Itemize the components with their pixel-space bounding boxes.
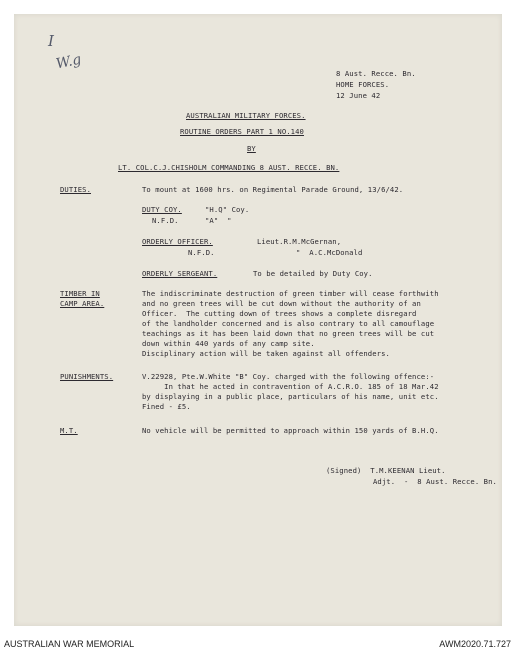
handwritten-annotation-1: I — [48, 32, 54, 50]
location: HOME FORCES. — [336, 80, 390, 89]
orderly-sergeant-value: To be detailed by Duty Coy. — [253, 269, 373, 278]
punishments-line: In that he acted in contravention of A.C.R.O. 185 of 18 Mar.42 — [142, 382, 439, 391]
nfd-value-1: "A" " — [205, 216, 232, 225]
punishments-line: V.22928, Pte.W.White "B" Coy. charged with the following offence:- — [142, 372, 435, 381]
punishments-line: by displaying in a public place, particulars of his name, unit etc. — [142, 392, 439, 401]
nfd-value-2: " A.C.McDonald — [296, 248, 363, 257]
footer-right: AWM2020.71.727 — [439, 639, 511, 649]
timber-line: Disciplinary action will be taken against all offenders. — [142, 349, 390, 358]
heading-line-2: ROUTINE ORDERS PART 1 NO.140 — [180, 127, 304, 136]
orderly-sergeant-label: ORDERLY SERGEANT. — [142, 269, 218, 278]
timber-line: The indiscriminate destruction of green timber will cease forthwith — [142, 289, 439, 298]
heading-line-4: LT. COL.C.J.CHISHOLM COMMANDING 8 AUST. RECCE. BN. — [118, 163, 340, 172]
punishments-label: PUNISHMENTS. — [60, 372, 114, 381]
unit-name: 8 Aust. Recce. Bn. — [336, 69, 416, 78]
orderly-officer-value: Lieut.R.M.McGernan, — [257, 237, 342, 246]
duties-label: DUTIES. — [60, 185, 91, 194]
timber-label-2: CAMP AREA. — [60, 299, 105, 308]
signature-line-1: (Signed) T.M.KEENAN Lieut. — [326, 466, 446, 475]
signature-line-2: Adjt. - 8 Aust. Recce. Bn. — [373, 477, 497, 486]
timber-line: of the landholder concerned and is also contrary to all camouflage — [142, 319, 435, 328]
duty-coy-value: "H.Q" Coy. — [205, 205, 250, 214]
orderly-officer-label: ORDERLY OFFICER. — [142, 237, 213, 246]
heading-line-3: BY — [247, 144, 256, 153]
nfd-label-2: N.F.D. — [188, 248, 215, 257]
timber-line: and no green trees will be cut down without the authority of an — [142, 299, 421, 308]
nfd-label-1: N.F.D. — [152, 216, 179, 225]
timber-line: down within 440 yards of any camp site. — [142, 339, 315, 348]
archive-footer — [0, 637, 515, 653]
timber-line: Officer. The cutting down of trees shows a complete disregard — [142, 309, 417, 318]
heading-line-1: AUSTRALIAN MILITARY FORCES. — [186, 111, 306, 120]
footer-left: AUSTRALIAN WAR MEMORIAL — [4, 639, 135, 649]
punishments-line: Fined - £5. — [142, 402, 191, 411]
date: 12 June 42 — [336, 91, 381, 100]
mt-text: No vehicle will be permitted to approach within 150 yards of B.H.Q. — [142, 426, 439, 435]
timber-line: teachings as it has been laid down that no green trees will be cut — [142, 329, 435, 338]
duties-text: To mount at 1600 hrs. on Regimental Parade Ground, 13/6/42. — [142, 185, 404, 194]
timber-label-1: TIMBER IN — [60, 289, 100, 298]
duty-coy-label: DUTY COY. — [142, 205, 182, 214]
handwritten-annotation-2: W.g — [54, 51, 83, 73]
mt-label: M.T. — [60, 426, 78, 435]
